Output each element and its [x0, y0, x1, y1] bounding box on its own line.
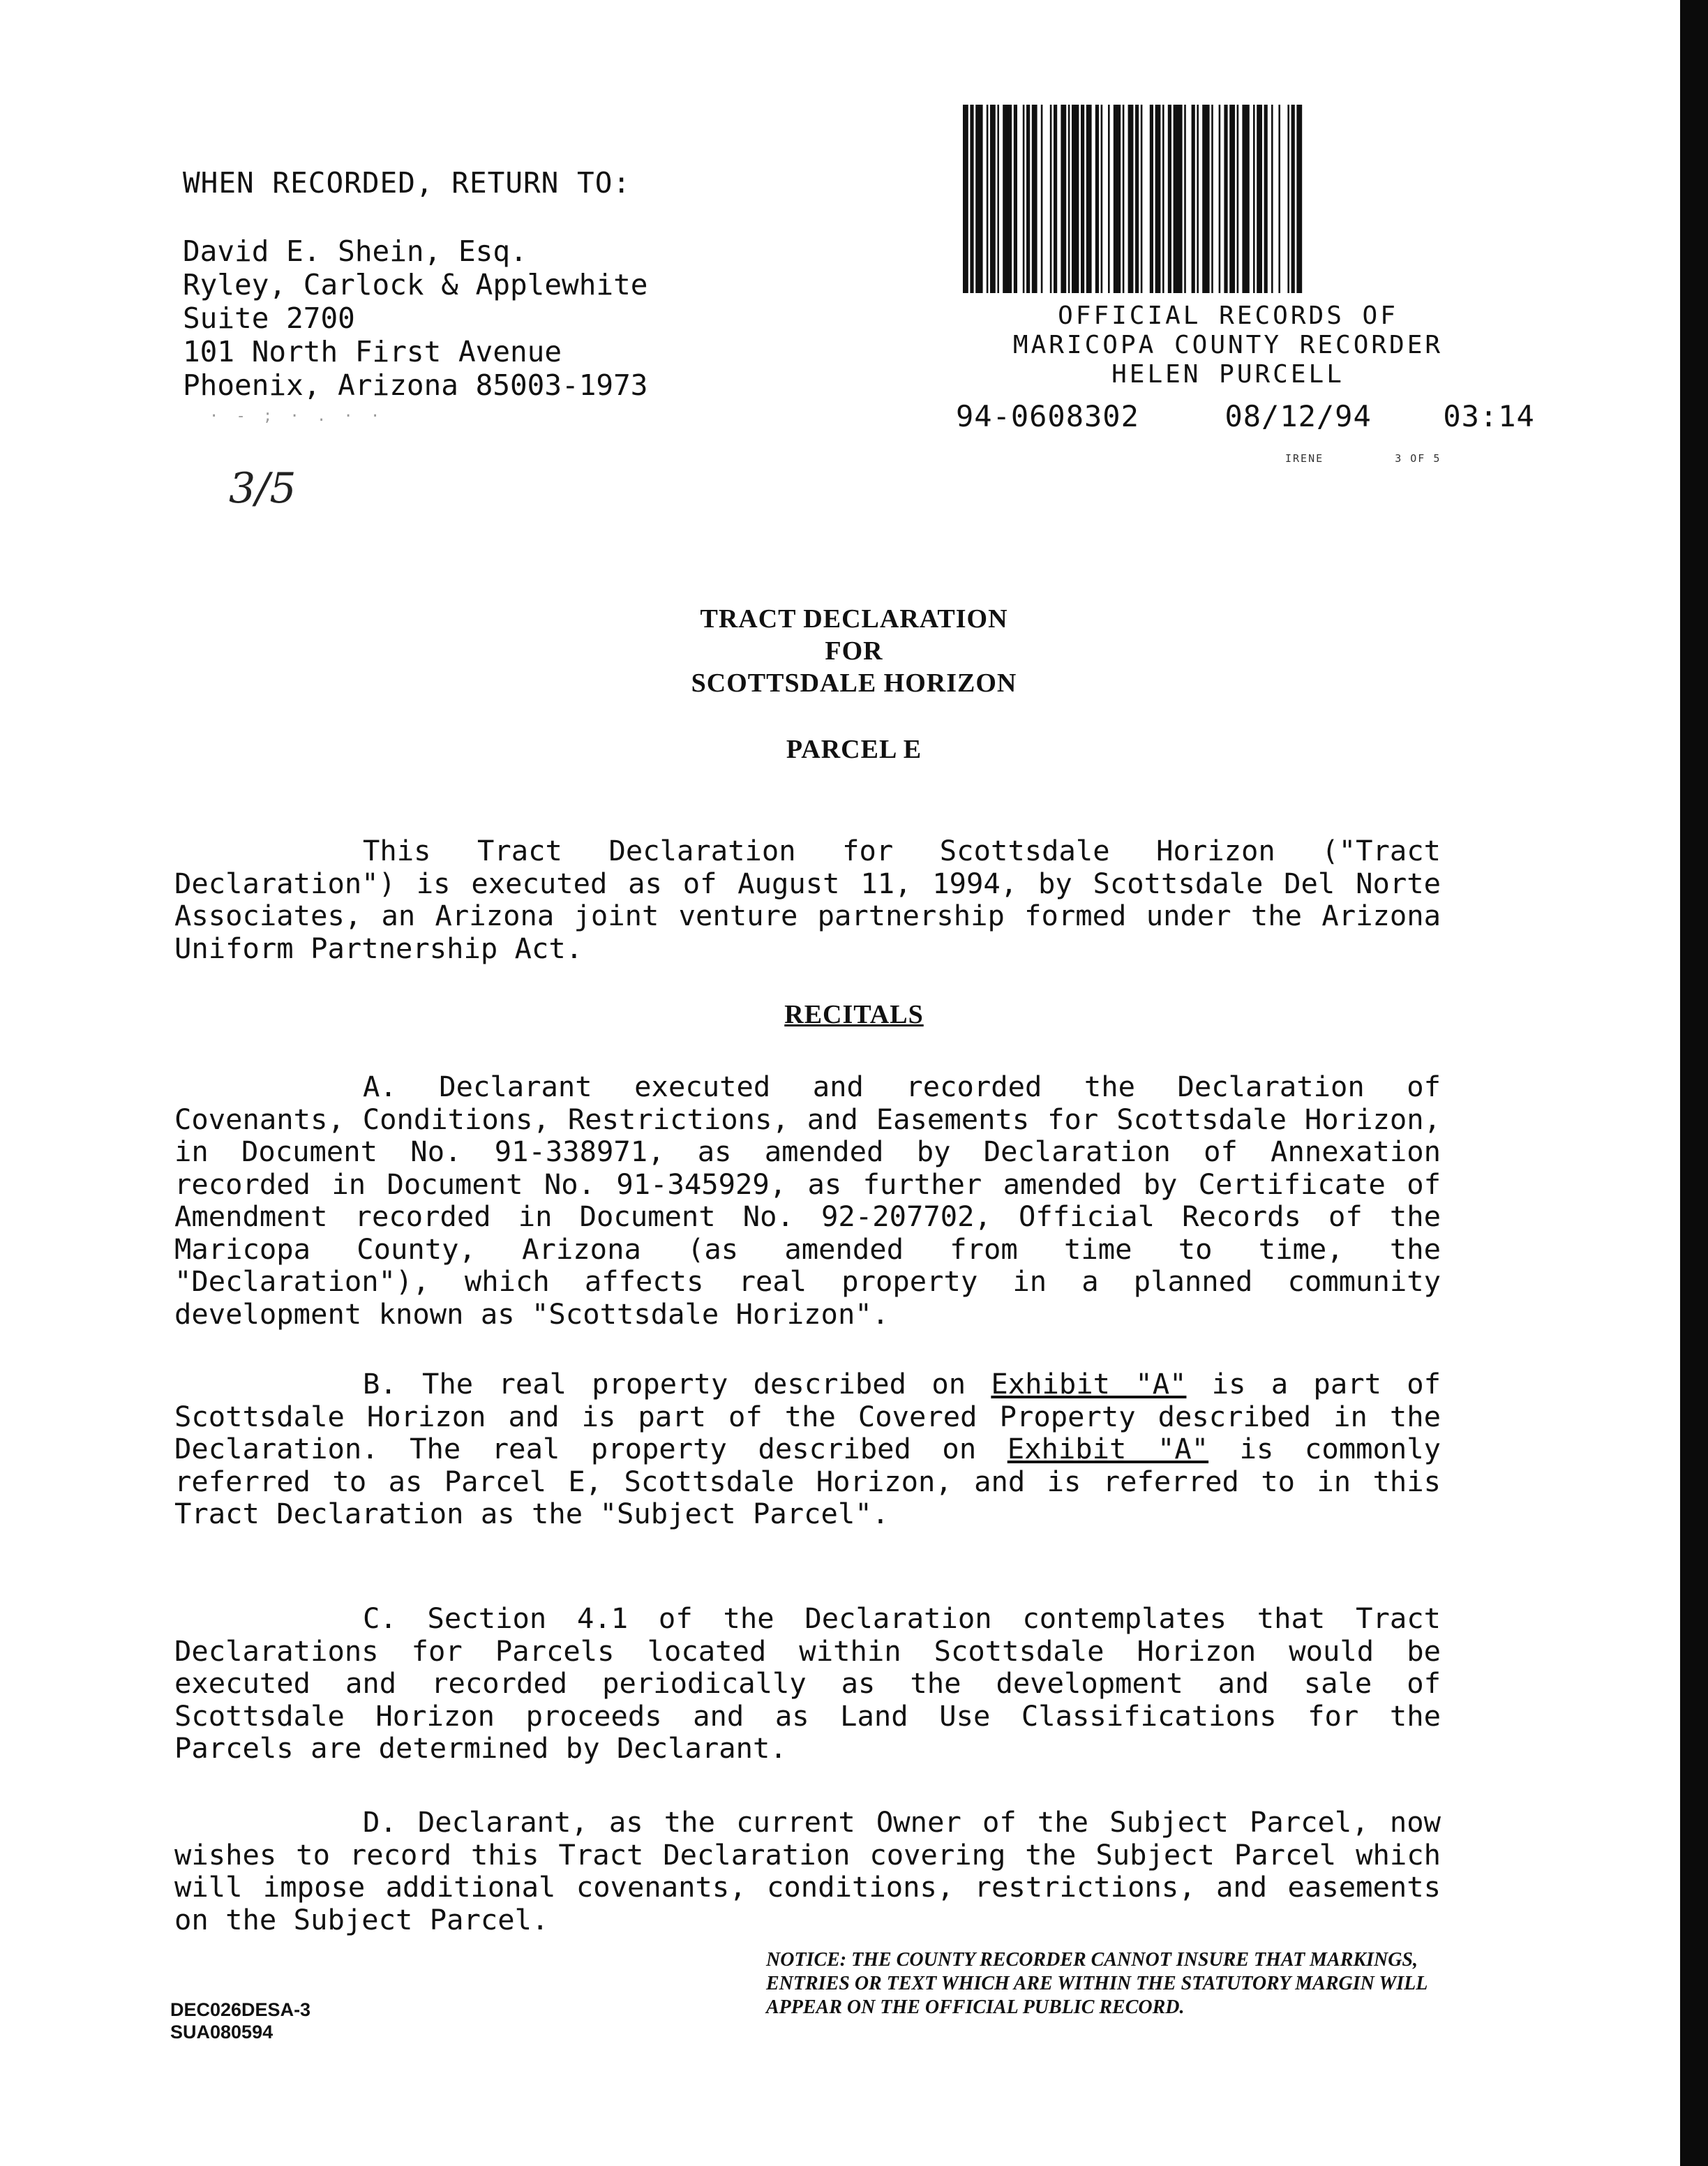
page-stamp: [1285, 452, 1441, 465]
recital-b: [174, 1368, 1441, 1530]
barcode-icon: [961, 105, 1492, 293]
recital-b-text: [174, 1368, 1441, 1530]
recorder-notice: NOTICE: THE COUNTY RECORDER CANNOT INSURE THAT MARKINGS, ENTRIES OR TEXT WHICH ARE WITHIN THE STATUTORY MARGIN WILL APPEAR ON THE OFFICIAL PUBLIC RECORD.: [766, 1949, 1428, 2018]
recording-info: [956, 399, 1535, 433]
return-to-heading: WHEN RECORDED, RETURN TO:: [183, 166, 631, 200]
page-of-count: 3 OF 5: [1395, 452, 1441, 465]
document-id-block: [170, 1999, 310, 2043]
clerk-initials: IRENE: [1285, 452, 1324, 465]
exhibit-a-reference: Exhibit "A": [1007, 1432, 1209, 1465]
document-id: SUA080594: [170, 2022, 274, 2042]
document-number: 94-0608302: [956, 399, 1139, 433]
recital-b-part: is commonly referred to as Parcel E, Scottsdale Horizon, and is referred to in this Tract Declaration as the "Subject Parcel".: [174, 1432, 1441, 1530]
recording-date: 08/12/94: [1224, 399, 1372, 433]
recital-c: [174, 1602, 1441, 1765]
return-address-line: Ryley, Carlock & Applewhite: [183, 268, 648, 301]
recital-d-text: D. Declarant, as the current Owner of the Subject Parcel, now wishes to record this Tract Declaration covering the Subject Parcel which will impose additional covenants, conditions, restrictions, and easements on the Subject Parcel.: [174, 1805, 1441, 1936]
title-line: TRACT DECLARATION: [700, 604, 1008, 634]
parcel-heading: PARCEL E: [786, 735, 922, 764]
return-to-block: [183, 166, 647, 402]
recital-a: [174, 1070, 1441, 1330]
recital-d: [174, 1806, 1441, 1936]
exhibit-a-reference: Exhibit "A": [991, 1367, 1187, 1401]
return-address-line: Suite 2700: [183, 301, 355, 335]
recording-time: 03:14: [1443, 399, 1535, 433]
scan-edge-bar: [1680, 0, 1708, 2166]
document-title: [0, 603, 1708, 699]
recital-b-part: B. The real property described on: [363, 1367, 991, 1401]
recorder-line: MARICOPA COUNTY RECORDER: [1012, 331, 1444, 359]
document-id: DEC026DESA-3: [170, 1999, 311, 2020]
title-line: SCOTTSDALE HORIZON: [691, 669, 1017, 698]
recitals-heading: RECITALS: [784, 1000, 924, 1029]
return-address-line: Phoenix, Arizona 85003-1973: [183, 368, 648, 402]
recital-c-text: C. Section 4.1 of the Declaration contemplates that Tract Declarations for Parcels located within Scottsdale Horizon would be executed and recorded periodically as the development and sale of Scottsdale Horizon proceeds and as Land Use Classifications for the Parcels are determined by Declarant.: [174, 1601, 1441, 1765]
recital-b-part: is a part of Scottsdale Horizon and is part of the Covered Property described in the Declaration. The real property described on: [174, 1367, 1441, 1465]
faint-scan-mark: · - ; · . · ·: [209, 408, 384, 425]
recorder-line: OFFICIAL RECORDS OF: [1058, 301, 1398, 330]
handwritten-note: 3/5: [229, 464, 297, 513]
return-address-line: David E. Shein, Esq.: [183, 234, 527, 268]
return-address-line: 101 North First Avenue: [183, 335, 562, 368]
recorder-stamp: [963, 301, 1493, 389]
title-line: FOR: [825, 636, 883, 666]
recorder-line: HELEN PURCELL: [1111, 360, 1344, 389]
intro-text: This Tract Declaration for Scottsdale Horizon ("Tract Declaration") is executed as of August 11, 1994, by Scottsdale Del Norte Associates, an Arizona joint venture partnership formed under the Arizona Uniform Partnership Act.: [174, 834, 1441, 965]
recital-a-text: A. Declarant executed and recorded the Declaration of Covenants, Conditions, Restrictions, and Easements for Scottsdale Horizon, in Document No. 91-338971, as amended by Declaration of Annexation recorded in Document No. 91-345929, as further amended by Certificate of Amendment recorded in Document No. 92-207702, Official Records of the Maricopa County, Arizona (as amended from time to time, the "Declaration"), which affects real property in a planned community development known as "Scottsdale Horizon".: [174, 1070, 1441, 1331]
intro-paragraph: [174, 835, 1441, 964]
